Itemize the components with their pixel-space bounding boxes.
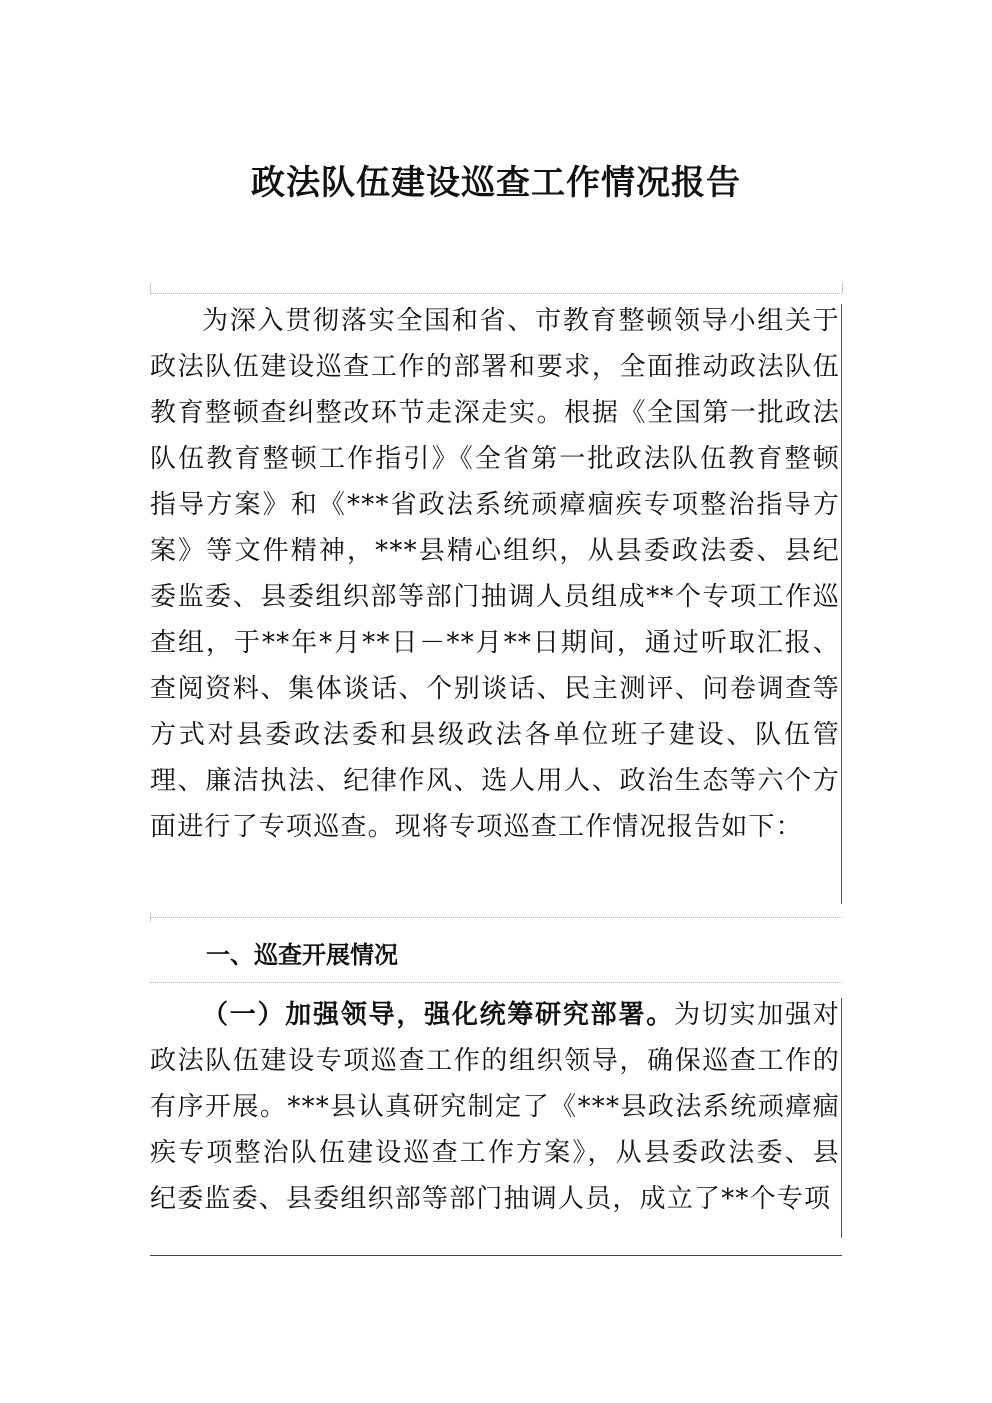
subsection-paragraph	[150, 992, 842, 1222]
subsection-1	[150, 992, 842, 1242]
page-title: 政法队伍建设巡查工作情况报告	[251, 163, 741, 203]
section-heading: 一、巡查开展情况	[206, 941, 398, 969]
text-frame-top-rule	[150, 293, 842, 294]
intro-section	[150, 298, 842, 912]
page-bottom-rule	[150, 1255, 842, 1256]
paragraph-separator-rule	[150, 917, 842, 918]
subsection-lead: （一）加强领导，强化统筹研究部署。	[202, 1000, 674, 1030]
frame-corner-mark	[150, 912, 151, 922]
frame-corner-mark	[842, 283, 843, 293]
subsection-text: 为切实加强对政法队伍建设专项巡查工作的组织领导，确保巡查工作的有序开展。***县认真研究制定了《***县政法系统顽瘴痼疾专项整治队伍建设巡查工作方案》，从县委政法委、县纪委监委、县委组织部等部门抽调人员，成立了**个专项	[150, 1000, 841, 1214]
right-margin-rule	[841, 998, 842, 1238]
right-margin-rule	[841, 304, 842, 904]
intro-paragraph: 为深入贯彻落实全国和省、市教育整顿领导小组关于政法队伍建设巡查工作的部署和要求，全面推动政法队伍教育整顿查纠整改环节走深走实。根据《全国第一批政法队伍教育整顿工作指引》《全省第一批政法队伍教育整顿指导方案》和《***省政法系统顽瘴痼疾专项整治指导方案》等文件精神，***县精心组织，从县委政法委、县纪委监委、县委组织部等部门抽调人员组成**个专项工作巡查组，于**年*月**日－**月**日期间，通过听取汇报、查阅资料、集体谈话、个别谈话、民主测评、问卷调查等方式对县委政法委和县级政法各单位班子建设、队伍管理、廉洁执法、纪律作风、选人用人、政治生态等六个方面进行了专项巡查。现将专项巡查工作情况报告如下：	[150, 306, 840, 842]
heading-separator-rule	[150, 982, 842, 983]
frame-corner-mark	[150, 283, 151, 293]
